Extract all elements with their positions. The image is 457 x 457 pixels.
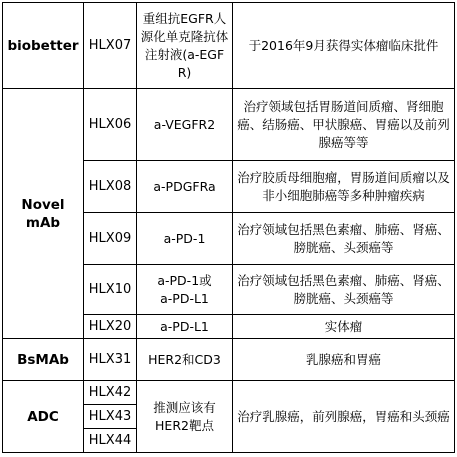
target-hlx07: 重组抗EGFR人源化单克隆抗体注射液(a-EGFR) [137, 3, 233, 89]
target-hlx06: a-VEGFR2 [137, 89, 233, 161]
indication-hlx08: 治疗胶质母细胞瘤，胃肠道间质瘤以及非小细胞肺癌等多种肿瘤疾病 [233, 161, 455, 213]
category-biobetter: biobetter [3, 3, 84, 89]
category-bsmab: BsMAb [3, 339, 84, 381]
drug-code-hlx09: HLX09 [84, 213, 137, 265]
category-adc: ADC [3, 381, 84, 453]
indication-hlx10: 治疗领域包括黑色素瘤、肺癌、肾癌、膀胱癌、头颈癌等 [233, 265, 455, 315]
target-hlx09: a-PD-1 [137, 213, 233, 265]
indication-hlx09: 治疗领域包括黑色素瘤、肺癌、肾癌、膀胱癌、头颈癌等 [233, 213, 455, 265]
target-hlx08: a-PDGFRa [137, 161, 233, 213]
category-novel-mab [3, 89, 84, 339]
target-adc: 推测应该有HER2靶点 [137, 381, 233, 453]
target-hlx31: HER2和CD3 [137, 339, 233, 381]
drug-code-hlx08: HLX08 [84, 161, 137, 213]
drug-code-hlx42: HLX42 [84, 381, 137, 405]
target-hlx10-line2: a-PD-L1 [160, 290, 209, 306]
indication-hlx06: 治疗领域包括胃肠道间质瘤、肾细胞癌、结肠癌、甲状腺癌、胃癌以及前列腺癌等等 [233, 89, 455, 161]
table-row-hlx31 [3, 339, 455, 381]
indication-adc: 治疗乳腺癌，前列腺癌，胃癌和头颈癌 [233, 381, 455, 453]
drug-code-hlx20: HLX20 [84, 315, 137, 339]
drug-code-hlx31: HLX31 [84, 339, 137, 381]
drug-code-hlx07: HLX07 [84, 3, 137, 89]
indication-hlx07: 于2016年9月获得实体瘤临床批件 [233, 3, 455, 89]
target-hlx10 [137, 265, 233, 315]
table-row-biobetter [3, 3, 455, 89]
target-hlx20: a-PD-L1 [137, 315, 233, 339]
table-row-hlx06 [3, 89, 455, 161]
indication-hlx20: 实体瘤 [233, 315, 455, 339]
drug-code-hlx44: HLX44 [84, 429, 137, 453]
category-novel-line1: Novel [21, 196, 65, 213]
drug-code-hlx43: HLX43 [84, 405, 137, 429]
target-hlx10-line1: a-PD-1或 [157, 272, 212, 288]
drug-code-hlx06: HLX06 [84, 89, 137, 161]
pipeline-table [2, 2, 455, 453]
indication-hlx31: 乳腺癌和胃癌 [233, 339, 455, 381]
drug-code-hlx10: HLX10 [84, 265, 137, 315]
category-novel-line2: mAb [25, 214, 61, 231]
table-row-hlx42 [3, 381, 455, 405]
